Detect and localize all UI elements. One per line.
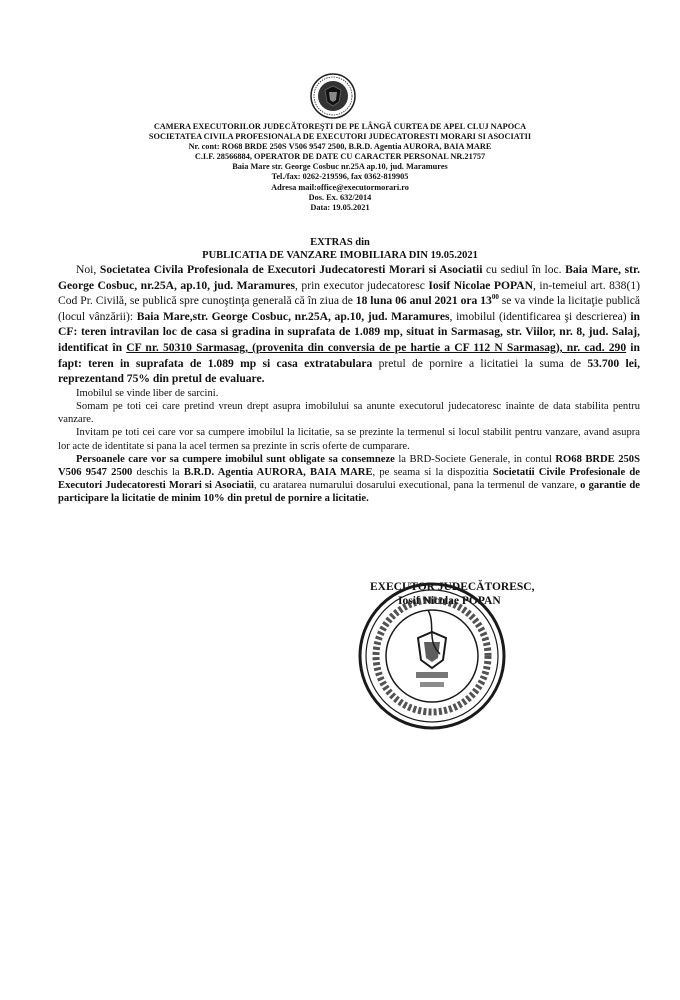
letterhead (60, 122, 620, 213)
bold-span: 53.700 lei, reprezentand 75% din pretul de evaluare. (58, 356, 640, 386)
bold-span: Persoanele care vor sa cumpere imobilul sunt obligate sa consemneze (76, 453, 395, 465)
header-phone: Tel./fax: 0262-219596, fax 0362-819905 (271, 172, 409, 182)
text-span: , prin executor judecatoresc (295, 278, 429, 292)
text-span: Noi, (76, 263, 100, 276)
header-society: SOCIETATEA CIVILA PROFESIONALA DE EXECUTORI JUDECATORESTI MORARI SI ASOCIATII (148, 132, 532, 142)
paragraph-invitation: Invitam pe toti cei care vor sa cumpere imobilul la licitatie, sa se prezinte la termenul si locul stabilit pentru vanzare, avand asupra lor acte de identitate si pana la acel termen sa prezinte in scris oferte de cumparare. (58, 427, 640, 452)
bold-span: Baia Mare,str. George Cosbuc, nr.25A, ap.10, jud. Maramures (136, 309, 450, 323)
bold-span: o garantie de participare la licitatie de minim 10% din pretul de pornire a licitatie. (58, 480, 640, 505)
bold-span: Baia Mare, str. George Cosbuc, nr.25A, ap.10, jud. Maramures (58, 263, 640, 292)
header-date: Data: 19.05.2021 (310, 202, 370, 212)
bold-span: in CF: teren intravilan loc de casa si gradina in suprafata de 1.089 mp, situat in Sarmasag, str. Viilor, nr. 8, jud. Salaj, identificat în (58, 309, 640, 354)
header-chamber: CAMERA EXECUTORILOR JUDECĂTOREŞTI DE PE LÂNGĂ CURTEA DE APEL CLUJ NAPOCA (153, 122, 527, 131)
paragraph-no-encumbrances: Imobilul se vinde liber de sarcini. (76, 387, 219, 399)
official-stamp-icon (356, 580, 508, 732)
text-span: deschis la (132, 466, 184, 478)
text-span: cu sediul în loc. (482, 263, 566, 276)
signature-name: Iosif Nicolae POPAN (398, 595, 501, 607)
header-cif: C.I.F. 28566884, OPERATOR DE DATE CU CARACTER PERSONAL NR.21757 (194, 152, 486, 162)
underlined-span: CF nr. 50310 Sarmasag, (provenita din conversia de pe hartie a CF 112 N Sarmasag), nr. cad. 290 (126, 340, 627, 354)
paragraph-auction-notice (58, 262, 640, 387)
header-account: Nr. cont: RO68 BRDE 250S V506 9547 2500, B.R.D. Agentia AURORA, BAIA MARE (188, 142, 492, 152)
bold-span: Iosif Nicolae POPAN (428, 278, 533, 292)
coat-of-arms-emblem (309, 72, 357, 120)
text-span: , cu aratarea numarului dosarului executional, pana la termenul de vanzare, (254, 480, 581, 492)
paragraph-summons: Somam pe toti cei care pretind vreun drept asupra imobilului sa anunte executorul judecatoresc inainte de data stabilita pentru vanzare. (58, 400, 640, 426)
document-body (58, 262, 640, 506)
text-span: , pe seama si la dispozitia (372, 466, 493, 478)
bold-span: RO68 BRDE 250S V506 9547 2500 (58, 453, 640, 478)
bold-span: Societatii Civile Profesionale de Executori Judecatoresti Morari si Asociatii (58, 466, 640, 492)
header-address: Baia Mare str. George Cosbuc nr.25A ap.10, jud. Maramures (232, 162, 448, 172)
text-span: la BRD-Societe Generale, in contul (394, 453, 556, 465)
paragraph-guarantee (58, 453, 640, 506)
text-span: , imobilul (identificarea şi descrierea) (449, 309, 631, 323)
bold-span: B.R.D. Agentia AURORA, BAIA MARE (183, 466, 373, 478)
title-publication: PUBLICATIA DE VANZARE IMOBILIARA DIN 19.05.2021 (202, 250, 478, 261)
superscript: 00 (491, 293, 499, 302)
bold-span: 18 luna 06 anul 2021 ora 13 (355, 294, 492, 308)
header-email: Adresa mail:office@executormorari.ro (271, 182, 409, 192)
document-title (60, 236, 620, 262)
header-file-number: Dos. Ex. 632/2014 (308, 192, 372, 202)
bold-span: Societatea Civila Profesionala de Executori Judecatoresti Morari si Asociatii (99, 263, 483, 276)
title-extract: EXTRAS din (310, 237, 370, 248)
bold-span: in fapt: teren in suprafata de 1.089 mp si casa extratabulara (58, 340, 640, 370)
text-span: pretul de pornire a licitatiei la suma de (372, 356, 588, 370)
text-span: se va vinde la licitaţie publică (locul vânzării): (58, 294, 640, 323)
signature-title: EXECUTOR JUDECĂTORESC, (370, 581, 535, 593)
text-span: , in-temeiul art. 838(1) Cod Pr. Civilă, se publică spre cunoştinţa generală că în ziua de (58, 278, 640, 308)
